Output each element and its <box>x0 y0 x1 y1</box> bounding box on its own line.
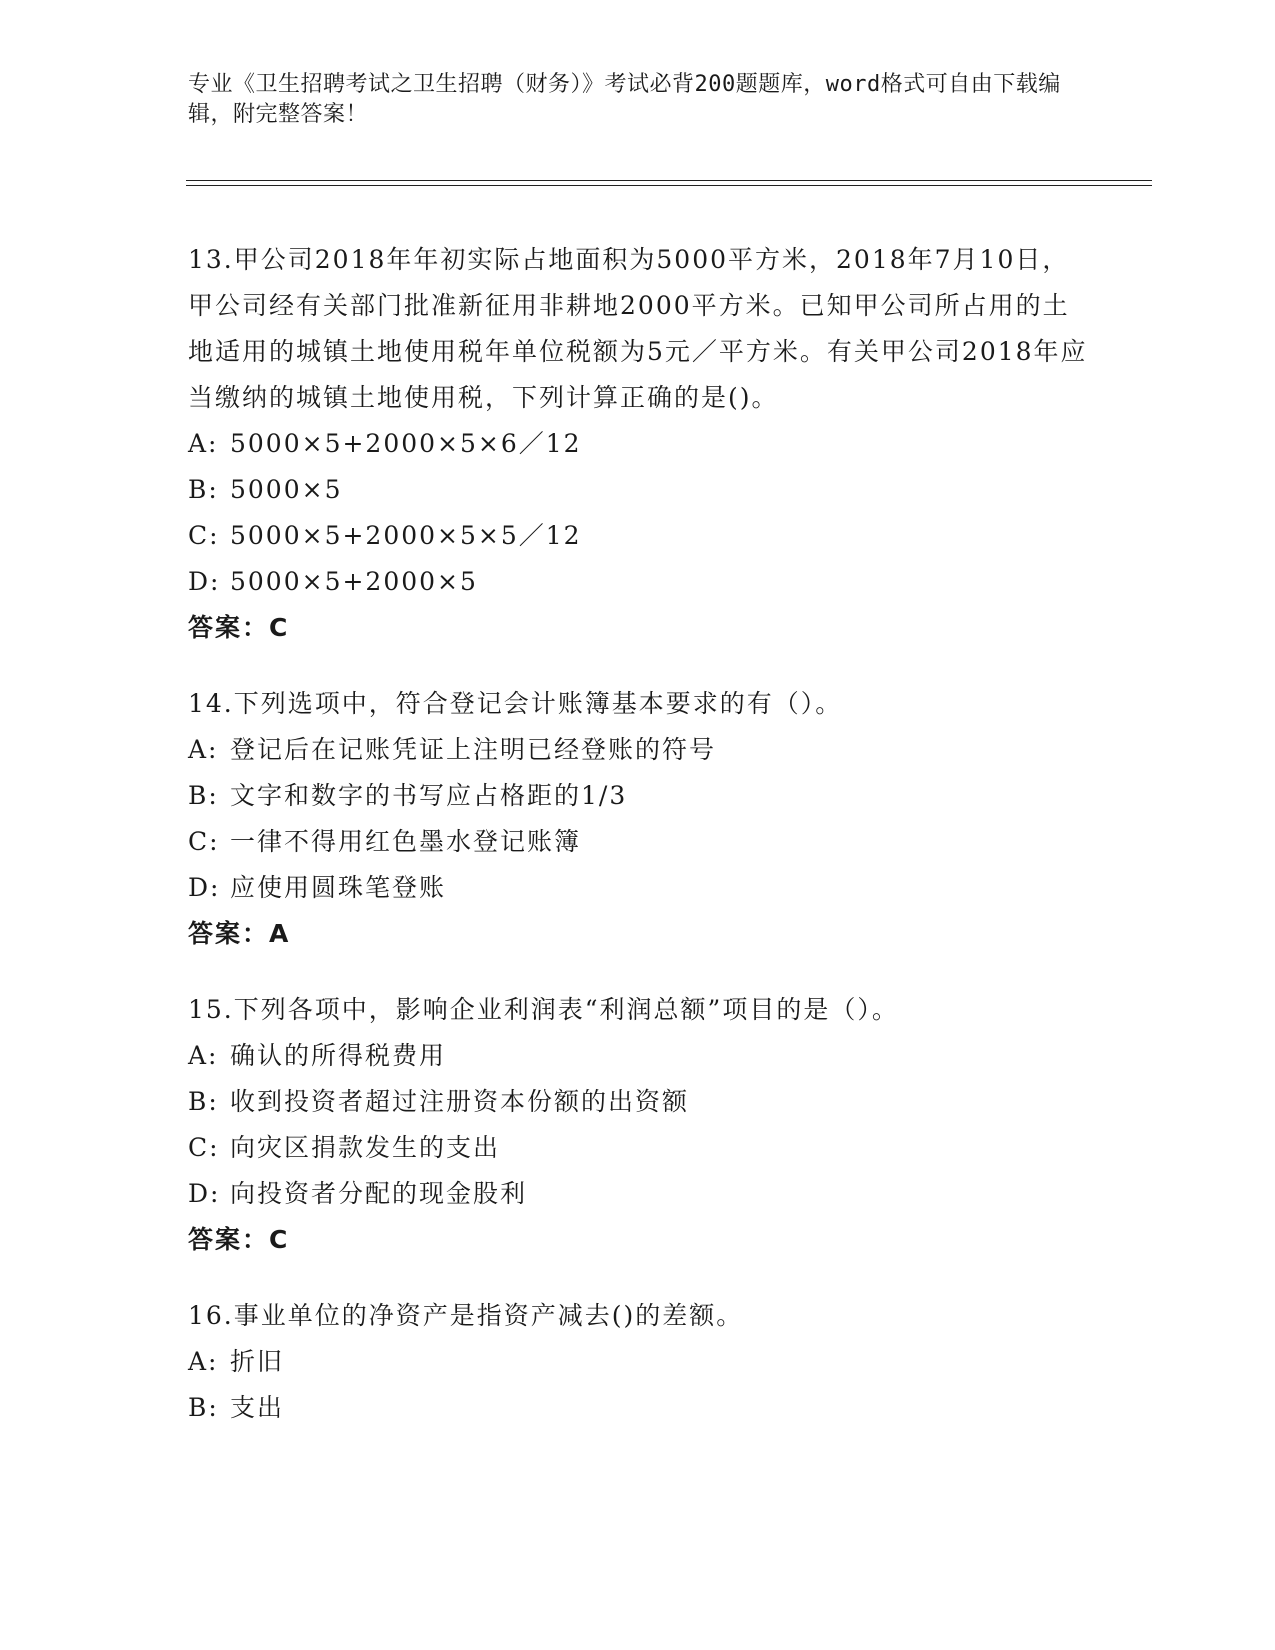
answer-line: 答案：A <box>188 919 291 948</box>
option-a <box>188 1339 1088 1385</box>
option-letter: A: <box>188 1347 219 1376</box>
question-13 <box>188 237 1088 651</box>
option-letter: B: <box>188 781 219 810</box>
option-letter: C: <box>188 1133 220 1162</box>
option-letter: D: <box>188 567 221 596</box>
option-b <box>188 467 1088 513</box>
option-text: 折旧 <box>230 1347 285 1376</box>
header-divider-top <box>186 180 1152 181</box>
header-divider-bottom <box>186 185 1152 186</box>
option-letter: A: <box>188 429 219 458</box>
option-text: 文字和数字的书写应占格距的1/3 <box>230 781 628 810</box>
question-stem: 15.下列各项中，影响企业利润表“利润总额”项目的是（）。 <box>188 995 899 1024</box>
option-text: 登记后在记账凭证上注明已经登账的符号 <box>230 735 717 764</box>
option-text: 确认的所得税费用 <box>230 1041 447 1070</box>
option-letter: B: <box>188 1087 219 1116</box>
question-stem: 13.甲公司2018年年初实际占地面积为5000平方米，2018年7月10日，甲公司经有关部门批准新征用非耕地2000平方米。已知甲公司所占用的土地适用的城镇土地使用税年单位税额为5元／平方米。有关甲公司2018年应当缴纳的城镇土地使用税，下列计算正确的是()。 <box>188 245 1088 412</box>
option-c <box>188 513 1088 559</box>
question-16 <box>188 1293 1088 1431</box>
document-header: 专业《卫生招聘考试之卫生招聘（财务）》考试必背200题题库，word格式可自由下载编辑，附完整答案！ <box>188 72 1061 127</box>
option-letter: B: <box>188 1393 219 1422</box>
option-text: 收到投资者超过注册资本份额的出资额 <box>230 1087 690 1116</box>
option-letter: A: <box>188 735 219 764</box>
option-letter: B: <box>188 475 219 504</box>
option-text: 向投资者分配的现金股利 <box>230 1179 528 1208</box>
option-a <box>188 1033 1088 1079</box>
option-d <box>188 1171 1088 1217</box>
option-c <box>188 819 1088 865</box>
option-text: 5000×5+2000×5×5／12 <box>230 521 582 550</box>
option-letter: D: <box>188 1179 221 1208</box>
option-a <box>188 727 1088 773</box>
option-letter: C: <box>188 521 220 550</box>
option-text: 应使用圆珠笔登账 <box>230 873 447 902</box>
option-letter: D: <box>188 873 221 902</box>
question-14 <box>188 681 1088 957</box>
option-letter: A: <box>188 1041 219 1070</box>
option-a <box>188 421 1088 467</box>
option-c <box>188 1125 1088 1171</box>
option-b <box>188 1385 1088 1431</box>
question-list <box>188 237 1088 1461</box>
option-text: 5000×5+2000×5×6／12 <box>230 429 582 458</box>
option-text: 支出 <box>230 1393 285 1422</box>
option-b <box>188 773 1088 819</box>
option-text: 向灾区捐款发生的支出 <box>230 1133 501 1162</box>
option-text: 5000×5 <box>230 475 343 504</box>
answer-line: 答案：C <box>188 1225 290 1254</box>
option-text: 一律不得用红色墨水登记账簿 <box>230 827 582 856</box>
option-d <box>188 865 1088 911</box>
answer-line: 答案：C <box>188 613 290 642</box>
question-stem: 14.下列选项中，符合登记会计账簿基本要求的有（）。 <box>188 689 843 718</box>
option-letter: C: <box>188 827 220 856</box>
question-15 <box>188 987 1088 1263</box>
option-d <box>188 559 1088 605</box>
option-text: 5000×5+2000×5 <box>230 567 478 596</box>
option-b <box>188 1079 1088 1125</box>
question-stem: 16.事业单位的净资产是指资产减去()的差额。 <box>188 1301 744 1330</box>
